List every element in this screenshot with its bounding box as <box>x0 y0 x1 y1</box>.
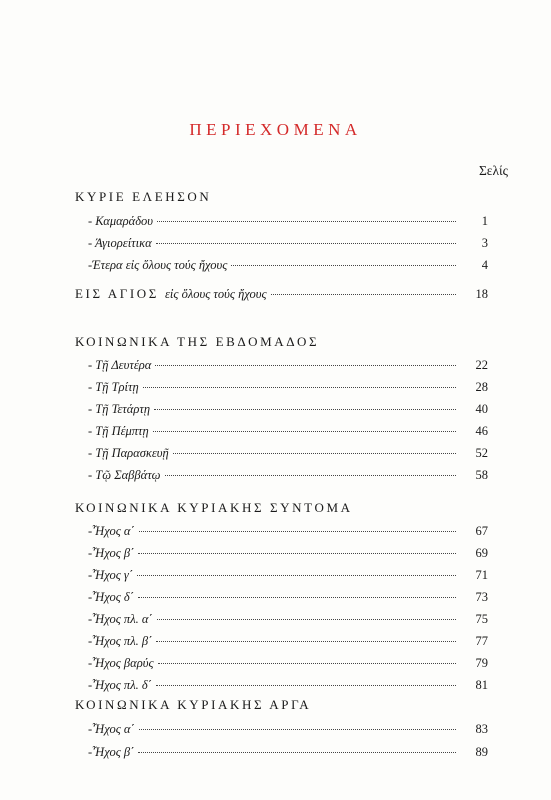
entry-label: - Καμαράδου <box>88 214 154 228</box>
toc-entry[interactable] <box>88 656 488 671</box>
dot-leader <box>139 531 456 532</box>
entry-label: - Τῇ Τετάρτῃ <box>88 402 151 416</box>
dot-leader <box>138 597 456 598</box>
entry-label: -Έτερα εἰς ὅλους τούς ἤχους <box>88 258 228 272</box>
entry-label: -Ἦχος πλ. α΄ <box>88 612 153 626</box>
entry-label: - Τῇ Παρασκευῇ <box>88 446 169 460</box>
entry-page: 69 <box>475 546 488 560</box>
entry-page: 73 <box>475 590 488 604</box>
entry-page: 4 <box>481 258 488 272</box>
entry-page: 58 <box>475 468 488 482</box>
entry-page: 71 <box>475 568 488 582</box>
entry-page: 81 <box>475 678 488 692</box>
dot-leader <box>153 431 456 432</box>
entry-label: -Ἦχος πλ. β΄ <box>88 634 153 648</box>
entry-label: - Τῇ Δευτέρα <box>88 358 152 372</box>
entry-page: 67 <box>475 524 488 538</box>
toc-entry[interactable] <box>88 678 488 693</box>
toc-entry[interactable] <box>88 236 488 251</box>
toc-entry[interactable] <box>88 612 488 627</box>
entry-page: 1 <box>481 214 488 228</box>
entry-label: -Ἦχος α΄ <box>88 722 135 736</box>
entry-label: -Ἦχος α΄ <box>88 524 135 538</box>
entry-page: 18 <box>475 287 488 301</box>
dot-leader <box>156 243 456 244</box>
toc-entry-section[interactable] <box>75 286 488 302</box>
toc-entry[interactable] <box>88 214 488 229</box>
toc-entry[interactable] <box>88 546 488 561</box>
dot-leader <box>157 619 456 620</box>
entry-label: -Ἦχος β΄ <box>88 745 135 759</box>
entry-page: 40 <box>475 402 488 416</box>
toc-entry[interactable] <box>88 402 488 417</box>
toc-entry[interactable] <box>88 424 488 439</box>
dot-leader <box>156 685 456 686</box>
dot-leader <box>155 365 456 366</box>
toc-entry[interactable] <box>88 524 488 539</box>
entry-page: 89 <box>475 745 488 759</box>
toc-entry[interactable] <box>88 380 488 395</box>
entry-page: 79 <box>475 656 488 670</box>
section-heading: ΚΥΡΙΕ ΕΛΕΗΣΟΝ <box>75 189 212 204</box>
dot-leader <box>158 663 456 664</box>
toc-entry[interactable] <box>88 446 488 461</box>
section-heading: ΕΙΣ ΑΓΙΟΣ <box>75 286 159 301</box>
dot-leader <box>156 641 456 642</box>
entry-label: -Ἦχος β΄ <box>88 546 135 560</box>
dot-leader <box>137 575 456 576</box>
entry-page: 3 <box>481 236 488 250</box>
entry-label: -Ἦχος δ΄ <box>88 590 134 604</box>
dot-leader <box>231 265 456 266</box>
entry-label: -Ἦχος γ΄ <box>88 568 134 582</box>
section-heading: ΚΟΙΝΩΝΙΚΑ ΚΥΡΙΑΚΗΣ ΣΥΝΤΟΜΑ <box>75 500 353 515</box>
entry-page: 83 <box>475 722 488 736</box>
section-heading: ΚΟΙΝΩΝΙΚΑ ΚΥΡΙΑΚΗΣ ΑΡΓΑ <box>75 697 312 712</box>
entry-label: -Ἦχος βαρύς <box>88 656 154 670</box>
dot-leader <box>138 553 456 554</box>
dot-leader <box>173 453 456 454</box>
entry-label: -Ἦχος πλ. δ΄ <box>88 678 152 692</box>
entry-page: 52 <box>475 446 488 460</box>
toc-entry[interactable] <box>88 722 488 737</box>
entry-page: 22 <box>475 358 488 372</box>
toc-entry[interactable] <box>88 358 488 373</box>
toc-entry[interactable] <box>88 258 488 273</box>
dot-leader <box>165 475 457 476</box>
toc-entry[interactable] <box>88 590 488 605</box>
entry-label: - Τῇ Πέμπτῃ <box>88 424 149 438</box>
section-heading-sub: εἰς ὅλους τούς ἤχους <box>164 287 267 301</box>
toc-entry[interactable] <box>88 634 488 649</box>
entry-label: - Τῇ Τρίτῃ <box>88 380 139 394</box>
entry-page: 46 <box>475 424 488 438</box>
dot-leader <box>138 752 456 753</box>
entry-page: 28 <box>475 380 488 394</box>
toc-entry[interactable] <box>88 568 488 583</box>
page-title: ΠΕΡΙΕΧΟΜΕΝΑ <box>189 120 362 139</box>
dot-leader <box>139 729 456 730</box>
dot-leader <box>154 409 456 410</box>
entry-page: 75 <box>475 612 488 626</box>
entry-label: - Τῷ Σαββάτῳ <box>88 468 161 482</box>
page-column-label: Σελίς <box>478 163 508 178</box>
dot-leader <box>271 294 456 295</box>
toc-entry[interactable] <box>88 468 488 483</box>
entry-page: 77 <box>475 634 488 648</box>
dot-leader <box>157 221 456 222</box>
toc-entry[interactable] <box>88 745 488 760</box>
dot-leader <box>143 387 456 388</box>
section-heading: ΚΟΙΝΩΝΙΚΑ ΤΗΣ ΕΒΔΟΜΑΔΟΣ <box>75 334 320 349</box>
entry-label: - Άγιορείτικα <box>88 236 152 250</box>
